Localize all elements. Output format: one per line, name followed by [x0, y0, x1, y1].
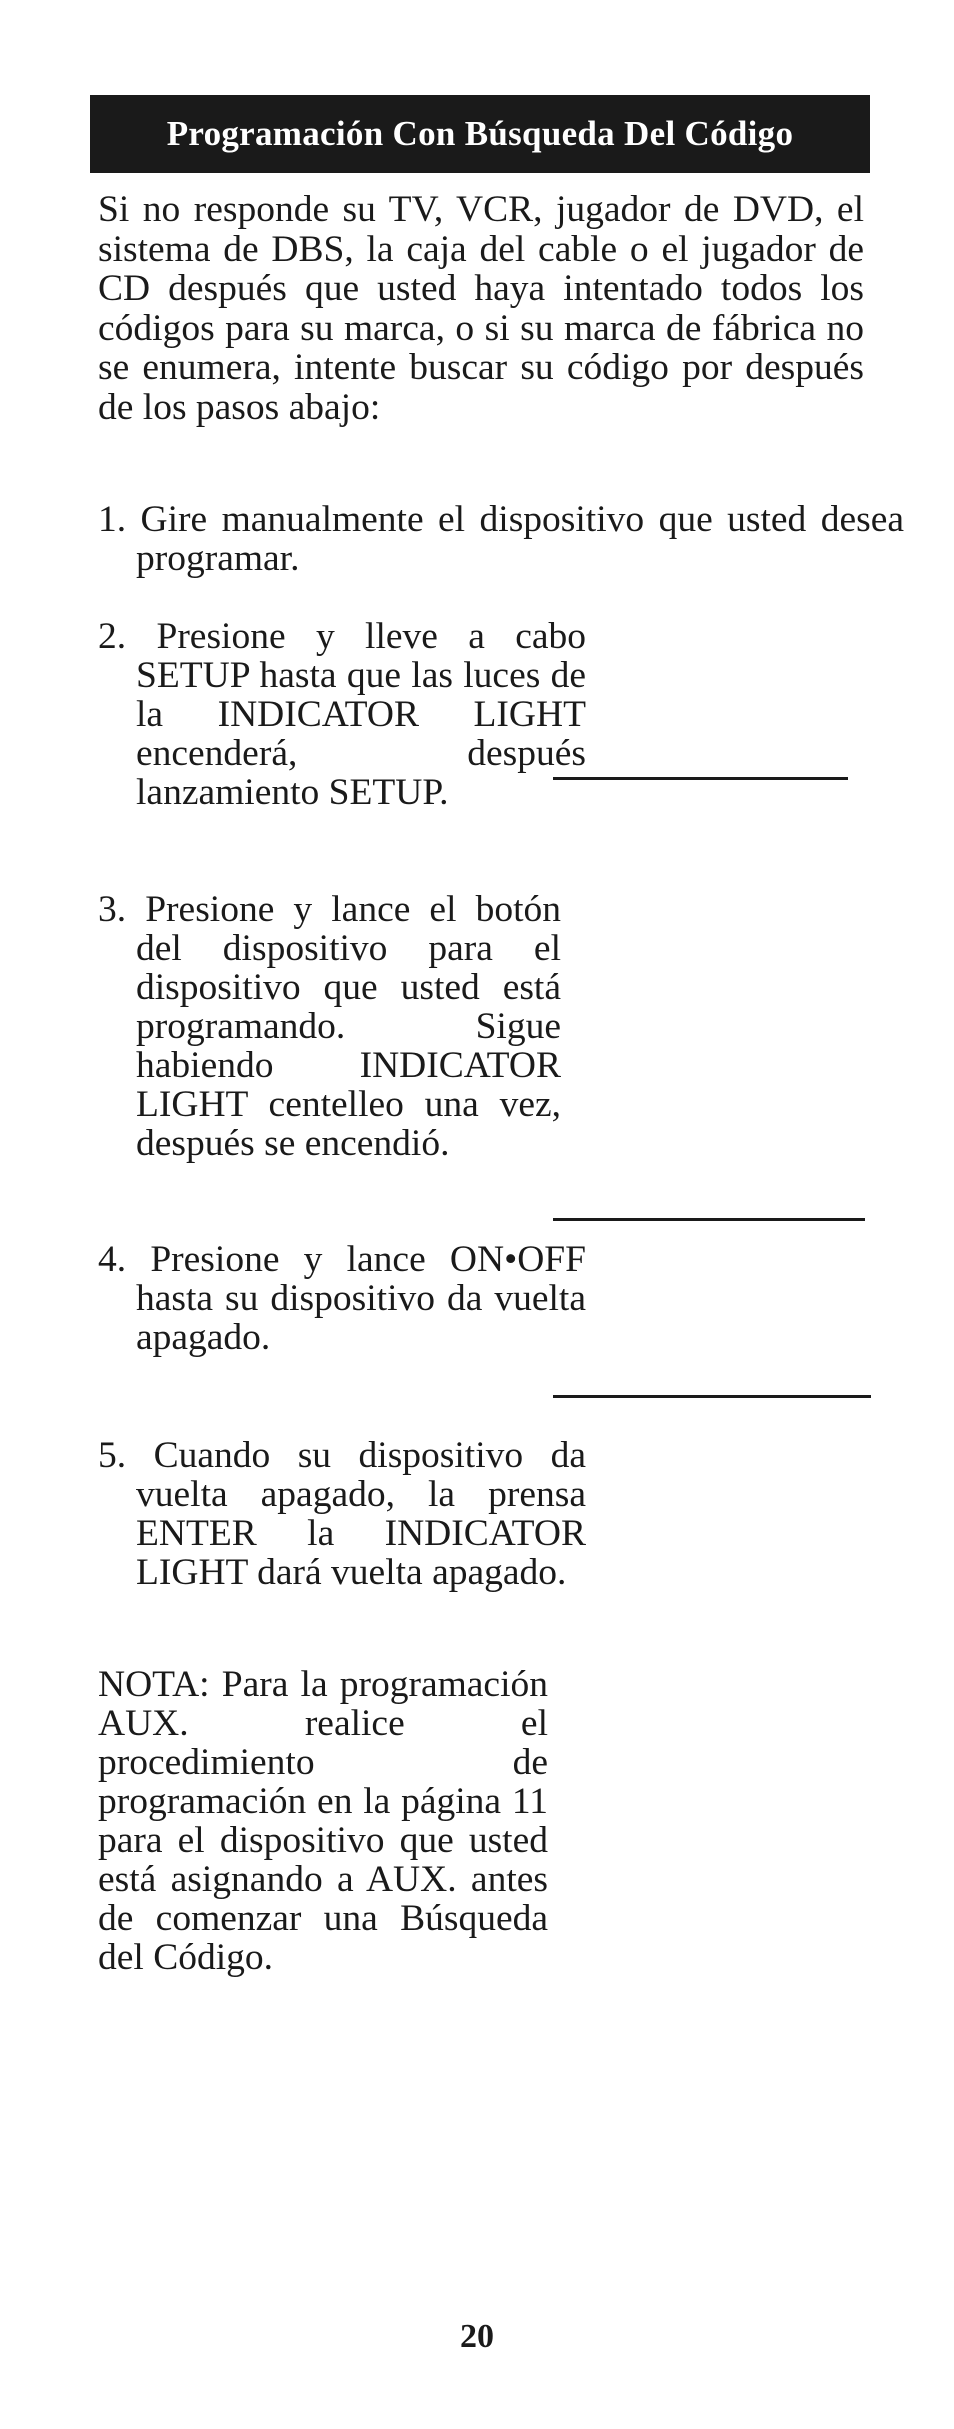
step-5: 5. Cuando su dispositivo da vuelta apagado, la prensa ENTER la INDICATOR LIGHT dará vuelta apagado.: [98, 1435, 586, 1593]
step-4: 4. Presione y lance ON•OFF hasta su dispositivo da vuelta apagado.: [98, 1239, 586, 1358]
step-2: 2. Presione y lleve a cabo SETUP hasta que las luces de la INDICATOR LIGHT encenderá, después lanzamiento SETUP.: [98, 616, 586, 813]
rule-line: [553, 1395, 871, 1398]
rule-line: [553, 777, 848, 780]
intro-paragraph: Si no responde su TV, VCR, jugador de DVD, el sistema de DBS, la caja del cable o el jugador de CD después que usted haya intentado todos los códigos para su marca, o si su marca de fábrica no se enumera, intente buscar su código por después de los pasos abajo:: [98, 189, 864, 428]
page-number: 20: [460, 2318, 494, 2355]
note-paragraph: NOTA: Para la programación AUX. realice el procedimiento de programación en la página 11 para el dispositivo que usted está asignando a AUX. antes de comenzar una Búsqueda del Código.: [98, 1664, 548, 1978]
rule-line: [553, 1218, 865, 1221]
step-1: 1. Gire manualmente el dispositivo que usted desea programar.: [98, 499, 904, 579]
section-title: Programación Con Búsqueda Del Código: [90, 95, 870, 173]
step-3: 3. Presione y lance el botón del dispositivo para el dispositivo que usted está programando. Sigue habiendo INDICATOR LIGHT centelleo una vez, después se encendió.: [98, 889, 561, 1164]
